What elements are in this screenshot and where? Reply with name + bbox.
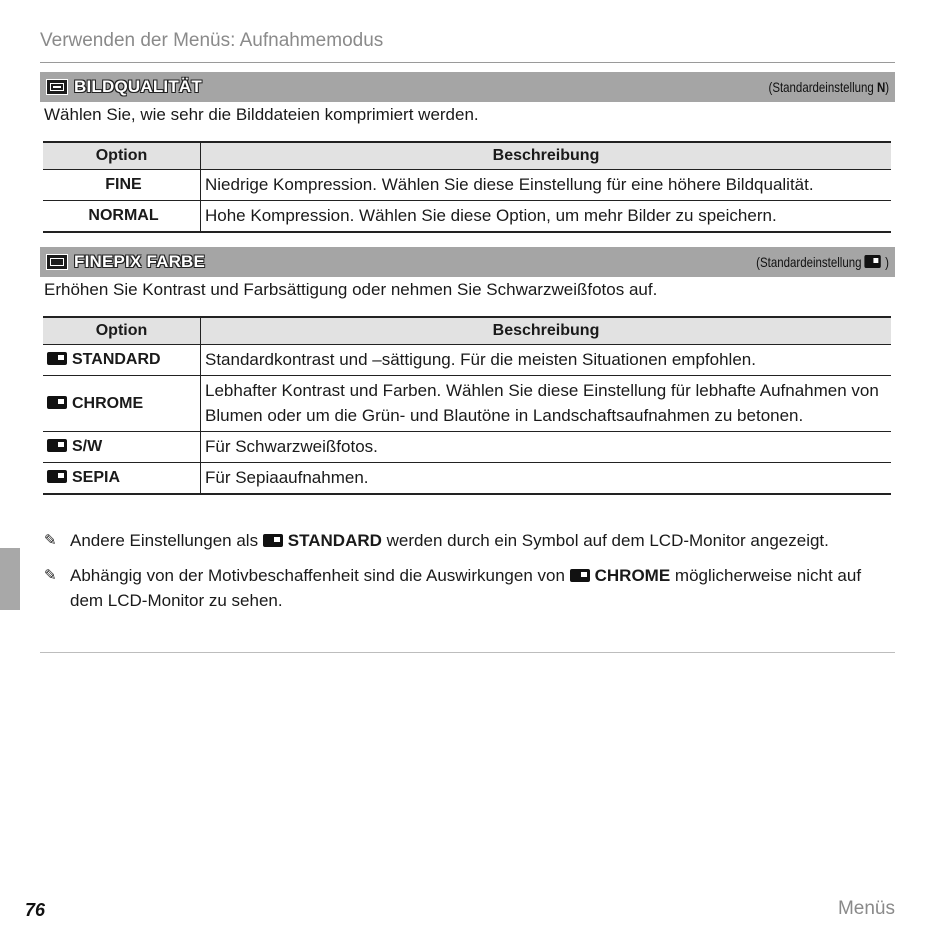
option-name: S/W: [72, 438, 103, 455]
option-cell: [43, 432, 201, 463]
sepia-icon: [47, 470, 67, 483]
note-pencil-icon: ✎: [44, 567, 57, 584]
note-pencil-icon: ✎: [44, 532, 57, 549]
column-header-description: Beschreibung: [201, 142, 892, 170]
note-text: Andere Einstellungen als STANDARD werden durch ein Symbol auf dem LCD-Monitor angezeigt.: [70, 531, 829, 550]
option-description: Für Schwarzweißfotos.: [201, 432, 892, 463]
option-cell: [43, 345, 201, 376]
table-row: [43, 170, 891, 201]
page-header-title: Verwenden der Menüs: Aufnahmemodus: [40, 30, 384, 51]
table-row: [43, 463, 891, 495]
options-table-bildqualitaet: [43, 141, 891, 233]
note-item: [44, 563, 894, 613]
column-header-description: Beschreibung: [201, 317, 892, 345]
column-header-option: Option: [43, 317, 201, 345]
option-name: NORMAL: [43, 201, 201, 233]
footer-divider: [40, 652, 895, 653]
notes-list: [44, 528, 894, 623]
table-row: [43, 345, 891, 376]
section-intro: Wählen Sie, wie sehr die Bilddateien komprimiert werden.: [44, 105, 479, 124]
section-bar-bildqualitaet: [40, 72, 895, 102]
header-divider: [40, 62, 895, 63]
note-item: [44, 528, 894, 553]
option-cell: [43, 376, 201, 432]
default-setting: (Standardeinstellung N): [768, 79, 889, 95]
page-number: 76: [25, 900, 46, 920]
option-description: Niedrige Kompression. Wählen Sie diese Einstellung für eine höhere Bildqualität.: [201, 170, 892, 201]
note-text: Abhängig von der Motivbeschaffenheit sind die Auswirkungen von CHROME möglicherweise nicht auf dem LCD-Monitor zu sehen.: [70, 566, 862, 610]
std-icon: [263, 534, 283, 547]
default-setting: (Standardeinstellung ): [756, 254, 889, 270]
option-name: SEPIA: [72, 469, 121, 486]
option-description: Standardkontrast und –sättigung. Für die meisten Situationen empfohlen.: [201, 345, 892, 376]
options-table-finepix-farbe: [43, 316, 891, 495]
option-name: STANDARD: [72, 351, 161, 368]
column-header-option: Option: [43, 142, 201, 170]
table-row: [43, 201, 891, 233]
footer-section-label: Menüs: [837, 898, 895, 919]
section-title: FINEPIX FARBE: [74, 252, 206, 271]
chapter-side-tab: [0, 548, 20, 610]
std-icon: [47, 352, 67, 365]
option-description: Hohe Kompression. Wählen Sie diese Option, um mehr Bilder zu speichern.: [201, 201, 892, 233]
table-header-row: [43, 317, 891, 345]
option-description: Lebhafter Kontrast und Farben. Wählen Sie diese Einstellung für lebhafte Aufnahmen von Blumen oder um die Grün- und Blautöne in Landschaftsaufnahmen zu betonen.: [201, 376, 892, 432]
finepix-color-icon: [46, 254, 68, 270]
option-description: Für Sepiaaufnahmen.: [201, 463, 892, 495]
image-quality-icon: [46, 79, 68, 95]
chrome-icon: [47, 396, 67, 409]
bw-icon: [47, 439, 67, 452]
chrome-icon: [570, 569, 590, 582]
section-title: BILDQUALITÄT: [74, 77, 202, 96]
section-intro: Erhöhen Sie Kontrast und Farbsättigung oder nehmen Sie Schwarzweißfotos auf.: [44, 280, 658, 299]
option-name: FINE: [43, 170, 201, 201]
table-row: [43, 376, 891, 432]
section-bar-finepix-farbe: [40, 247, 895, 277]
option-name: CHROME: [72, 394, 144, 412]
table-row: [43, 432, 891, 463]
std-icon: [865, 255, 881, 268]
option-cell: [43, 463, 201, 495]
table-header-row: [43, 142, 891, 170]
